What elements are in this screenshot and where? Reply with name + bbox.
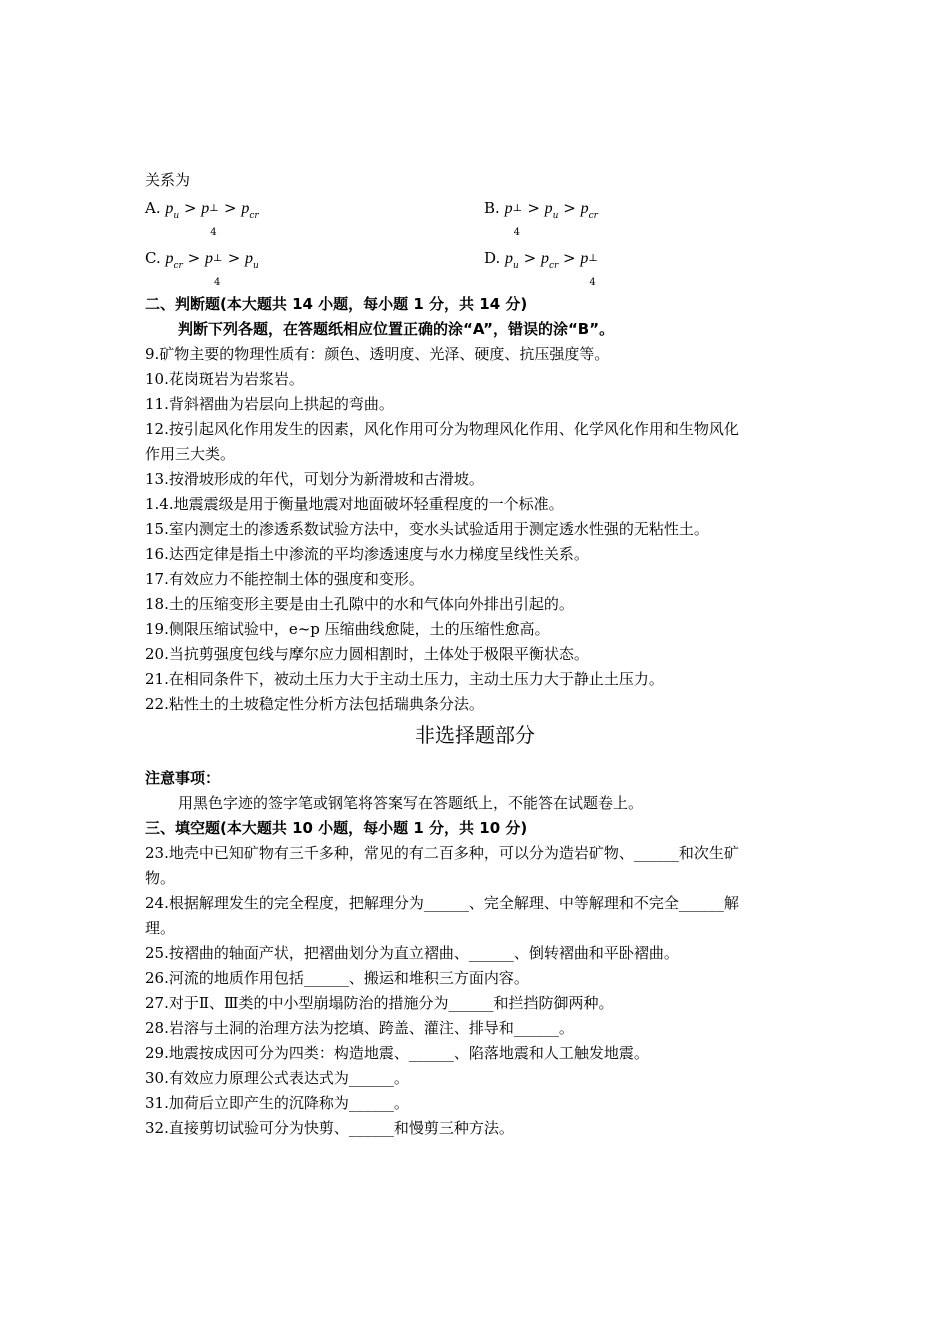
true-false-item: 1.4.地震震级是用于衡量地震对地面破坏轻重程度的一个标准。 xyxy=(145,495,564,513)
pressure-term: $p_u$ xyxy=(505,250,519,271)
pressure-term: $p_u$ xyxy=(165,200,180,221)
true-false-item: 15.室内测定土的渗透系数试验方法中，变水头试验适用于测定透水性强的无粘性土。 xyxy=(145,520,709,538)
fill-blank-item: 31.加荷后立即产生的沉降称为______。 xyxy=(145,1094,409,1112)
fill-blank-item: 28.岩溶与土洞的治理方法为挖填、跨盖、灌注、排导和______。 xyxy=(145,1019,574,1037)
fill-blank-item: 23.地壳中已知矿物有三千多种，常见的有二百多种，可以分为造岩矿物、______和次生矿 xyxy=(145,844,739,862)
section-heading: 非选择题部分 xyxy=(415,723,535,747)
pressure-term: $p_u$ xyxy=(544,200,559,221)
option-a: A. $p_u > p$ ⊥ 4 > $p_{cr}$ xyxy=(145,199,259,238)
true-false-item: 9.矿物主要的物理性质有：颜色、透明度、光泽、硬度、抗压强度等。 xyxy=(145,345,610,363)
intro-line: 关系为 xyxy=(145,171,191,189)
notice-title: 注意事项： xyxy=(145,769,221,787)
true-false-item: 18.土的压缩变形主要是由土孔隙中的水和气体向外排出引起的。 xyxy=(145,595,574,613)
fill-blank-item: 32.直接剪切试验可分为快剪、______和慢剪三种方法。 xyxy=(145,1119,514,1137)
fill-blank-item: 30.有效应力原理公式表达式为______。 xyxy=(145,1069,409,1087)
true-false-item: 12.按引起风化作用发生的因素，风化作用可分为物理风化作用、化学风化作用和生物风化 xyxy=(145,420,739,438)
true-false-item: 17.有效应力不能控制土体的强度和变形。 xyxy=(145,570,424,588)
true-false-item: 11.背斜褶曲为岩层向上拱起的弯曲。 xyxy=(145,395,394,413)
true-false-item: 20.当抗剪强度包线与摩尔应力圆相割时，土体处于极限平衡状态。 xyxy=(145,645,589,663)
true-false-item: 19.侧限压缩试验中，e~p 压缩曲线愈陡，土的压缩性愈高。 xyxy=(145,620,550,638)
option-label: B. xyxy=(484,199,505,217)
fill-blank-item: 理。 xyxy=(145,919,176,937)
fill-blank-item: 26.河流的地质作用包括______、搬运和堆积三方面内容。 xyxy=(145,969,529,987)
option-label: D. xyxy=(484,249,506,267)
true-false-item: 13.按滑坡形成的年代，可划分为新滑坡和古滑坡。 xyxy=(145,470,484,488)
true-false-item: 作用三大类。 xyxy=(145,445,236,463)
pressure-term: p ⊥ 4 xyxy=(504,200,522,238)
section2-instruction: 判断下列各题，在答题纸相应位置正确的涂“A”，错误的涂“B”。 xyxy=(178,320,615,338)
pressure-term: $p_{cr}$ xyxy=(580,200,598,221)
pressure-term: $p_{cr}$ xyxy=(241,200,259,221)
notice-text: 用黑色字迹的签字笔或钢笔将答案写在答题纸上，不能答在试题卷上。 xyxy=(178,794,644,812)
pressure-term: p ⊥ 4 xyxy=(201,200,219,238)
pressure-term: $p_{cr}$ xyxy=(165,250,183,271)
option-c: C. $p_{cr} > p$ ⊥ 4 > $p_u$ xyxy=(145,249,259,288)
option-label: C. xyxy=(145,249,166,267)
section3-title: 三、填空题(本大题共 10 小题，每小题 1 分，共 10 分) xyxy=(145,819,528,837)
fill-blank-item: 24.根据解理发生的完全程度，把解理分为______、完全解理、中等解理和不完全______解 xyxy=(145,894,739,912)
fill-blank-item: 25.按褶曲的轴面产状，把褶曲划分为直立褶曲、______、倒转褶曲和平卧褶曲。 xyxy=(145,944,679,962)
true-false-item: 16.达西定律是指土中渗流的平均渗透速度与水力梯度呈线性关系。 xyxy=(145,545,589,563)
pressure-term: p ⊥ 4 xyxy=(204,250,223,288)
true-false-item: 21.在相同条件下，被动土压力大于主动土压力，主动土压力大于静止土压力。 xyxy=(145,670,664,688)
option-label: A. xyxy=(145,199,166,217)
option-d: D. $p_u > p_{cr} > p$ ⊥ 4 xyxy=(484,249,598,288)
pressure-term: p ⊥ 4 xyxy=(580,250,598,288)
pressure-term: $p_{cr}$ xyxy=(540,250,559,271)
true-false-item: 22.粘性土的土坡稳定性分析方法包括瑞典条分法。 xyxy=(145,695,484,713)
section2-title: 二、判断题(本大题共 14 小题，每小题 1 分，共 14 分) xyxy=(145,295,528,313)
pressure-term: $p_u$ xyxy=(245,250,259,271)
fill-blank-item: 物。 xyxy=(145,869,176,887)
fill-blank-item: 27.对于Ⅱ、Ⅲ类的中小型崩塌防治的措施分为______和拦挡防御两种。 xyxy=(145,994,614,1012)
option-b: B. p ⊥ 4 > $p_u > p_{cr}$ xyxy=(484,199,598,238)
fill-blank-item: 29.地震按成因可分为四类：构造地震、______、陷落地震和人工触发地震。 xyxy=(145,1044,649,1062)
true-false-item: 10.花岗斑岩为岩浆岩。 xyxy=(145,370,304,388)
